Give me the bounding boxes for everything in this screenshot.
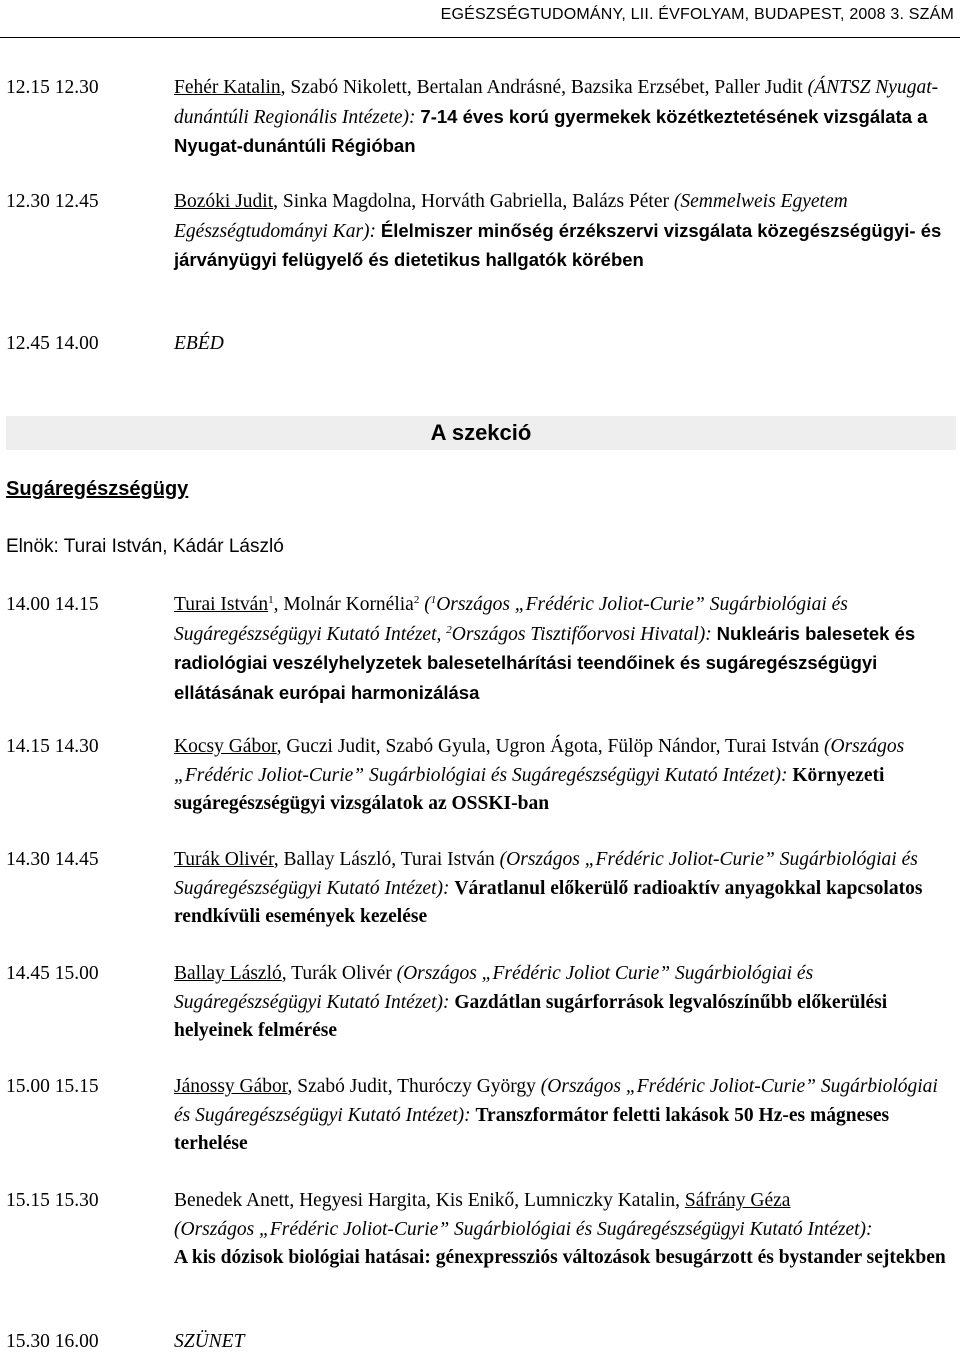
time-slot: 14.45 15.00 [6,963,99,984]
break-label: EBÉD [174,333,224,354]
entry-content [174,1073,958,1159]
presenter-name: Kocsy Gábor [174,736,277,757]
affiliation-mark: 1 [430,594,437,606]
time-slot: 12.45 14.00 [6,333,99,354]
talk-title: 7-14 éves korú gyermekek közétkeztetésének vizsgálata a Nyugat-dunántúli Régióban [174,105,928,156]
institution: (Országos „Frédéric Joliot-Curie” Sugárbiológiai és Sugáregészségügyi Kutató Intézet): [174,1218,873,1240]
institution: (Semmelweis Egyetem Egészségtudományi Kar): [174,191,848,242]
coauthors: , Szabó Judit, Thuróczy György [287,1076,541,1097]
affiliation-mark: 2 [413,594,420,606]
coauthors: Benedek Anett, Hegyesi Hargita, Kis Enikő, Lumniczky Katalin, [174,1190,685,1211]
institution: (Országos „Frédéric Joliot-Curie” Sugárbiológiai és Sugáregészségügyi Kutató Intézet): [174,849,918,899]
time-slot: 15.15 15.30 [6,1190,99,1211]
coauthors: , Turák Olivér [281,963,397,984]
presenter-name: Fehér Katalin [174,77,281,98]
time-slot: 15.30 16.00 [6,1331,99,1352]
presenter-name: Jánossy Gábor [174,1076,288,1097]
institution: (ÁNTSZ Nyugat-dunántúli Regionális Intézete): [174,77,939,128]
talk-title: Környezeti sugáregészségügyi vizsgálatok az OSSKI-ban [174,764,885,814]
institution: (Országos „Frédéric Joliot-Curie” Sugárbiológiai és Sugáregészségügyi Kutató Intézet): [174,736,905,786]
institution: Országos „Frédéric Joliot-Curie” Sugárbiológiai és Sugáregészségügyi Kutató Intézet, [174,594,848,645]
affiliation-mark: 1 [268,594,274,606]
coauthors: , Molnár Kornélia [273,594,414,615]
paren-open: ( [419,594,431,615]
entry-content [174,74,958,162]
time-slot: 14.15 14.30 [6,736,99,757]
institution: Országos Tisztifőorvosi Hivatal): [451,623,712,645]
presenter-name: Ballay László [174,963,282,984]
entry-content [174,1187,958,1273]
time-slot: 15.00 15.15 [6,1076,99,1097]
talk-title: Váratlanul előkerülő radioaktív anyagokkal kapcsolatos rendkívüli események kezelése [174,877,923,927]
presenter-name: Sáfrány Géza [684,1190,791,1211]
time-slot: 14.30 14.45 [6,849,99,870]
presenter-name: Turai István [174,594,269,615]
entry-content [174,1328,958,1357]
entry-content [174,188,958,276]
coauthors: , Szabó Nikolett, Bertalan Andrásné, Bazsika Erzsébet, Paller Judit [280,77,808,98]
talk-title: Élelmiszer minőség érzékszervi vizsgálata közegészségügyi- és járványügyi felügyelő és dietetikus hallgatók körében [174,219,942,270]
coauthors: , Guczi Judit, Szabó Gyula, Ugron Ágota, Fülöp Nándor, Turai István [276,736,824,757]
entry-content [174,733,958,819]
entry-content [174,330,958,359]
entry-content [174,960,958,1046]
break-label: SZÜNET [174,1331,245,1352]
section-name: Sugáregészségügy [6,478,189,500]
section-label: A szekció [6,416,956,450]
time-slot: 12.30 12.45 [6,191,99,212]
talk-title: Nukleáris balesetek és radiológiai veszélyhelyzetek balesetelhárítási teendőinek és sugáregészségügyi ellátásának európai harmonizálása [174,622,916,703]
talk-title: A kis dózisok biológiai hatásai: génexpressziós változások besugárzott és bystander sejtekben [174,1247,946,1268]
talk-title: Gazdátlan sugárforrások legvalószínűbb előkerülési helyeinek felmérése [174,991,888,1041]
time-slot: 14.00 14.15 [6,594,99,615]
institution: (Országos „Frédéric Joliot-Curie” Sugárbiológiai és Sugáregészségügyi Kutató Intézet): [174,1076,938,1126]
time-slot: 12.15 12.30 [6,77,99,98]
entry-content [174,846,958,932]
coauthors: , Ballay László, Turai István [273,849,500,870]
coauthors: , Sinka Magdolna, Horváth Gabriella, Balázs Péter [273,191,674,212]
affiliation-mark: 2 [446,623,452,636]
entry-content [174,591,958,708]
talk-title: Transzformátor feletti lakások 50 Hz-es mágneses terhelése [174,1104,890,1154]
presenter-name: Bozóki Judit [174,191,274,212]
institution: (Országos „Frédéric Joliot Curie” Sugárbiológiai és Sugáregészségügyi Kutató Intézet): [174,963,814,1013]
presenter-name: Turák Olivér [174,849,274,870]
journal-header: EGÉSZSÉGTUDOMÁNY, LII. ÉVFOLYAM, BUDAPEST, 2008 3. SZÁM [0,0,960,38]
section-chairs: Elnök: Turai István, Kádár László [6,536,284,557]
